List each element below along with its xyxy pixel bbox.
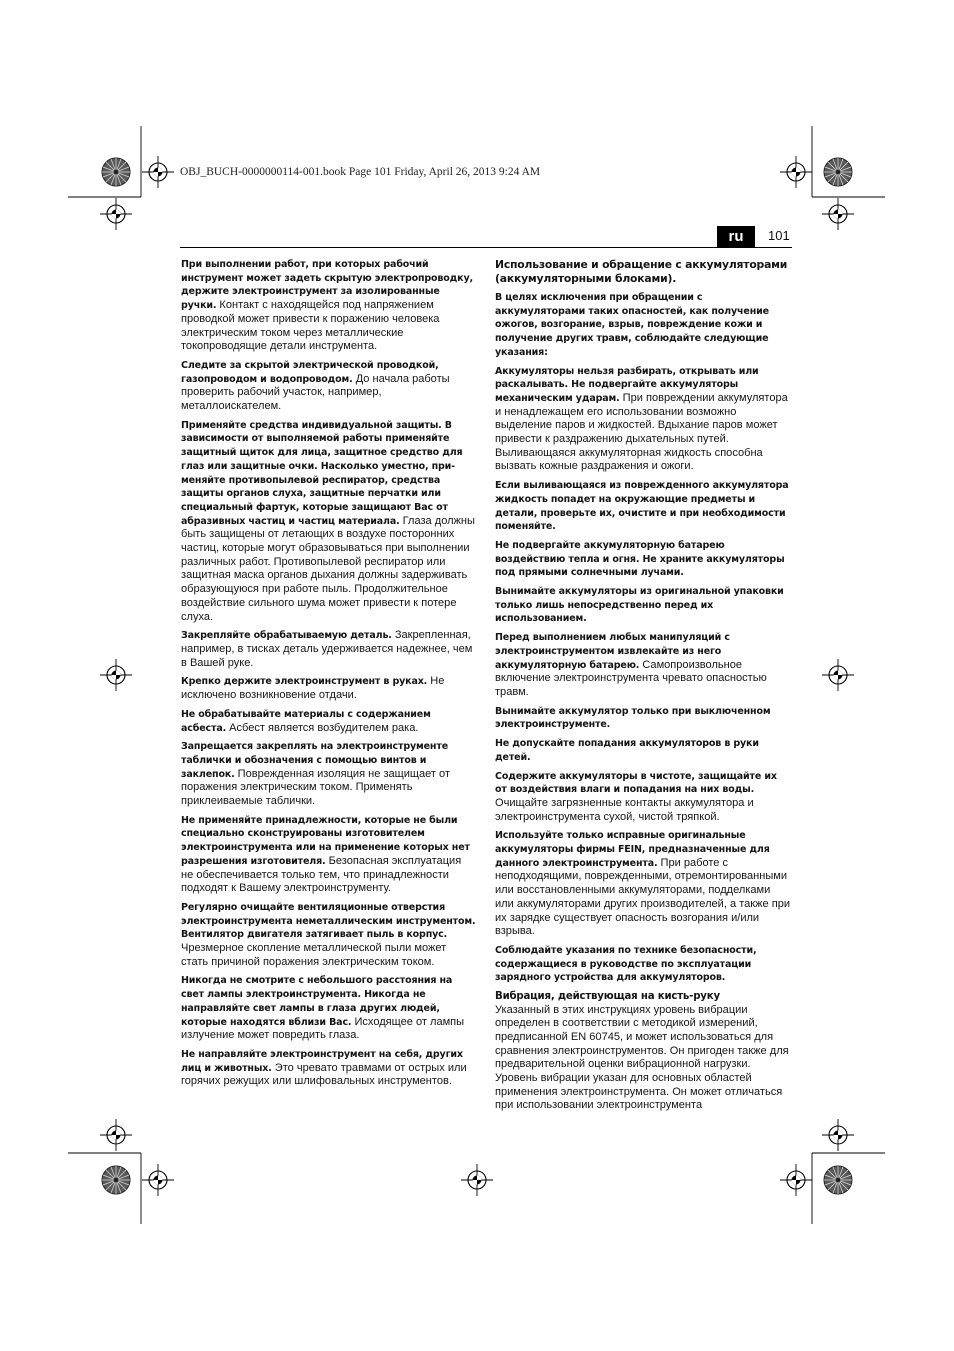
battery-paragraph: Вынимайте аккумуляторы из оригинальной упаковки только лишь непосредственно перед их использованием. bbox=[495, 586, 784, 625]
battery-paragraph: Не подвергайте аккумуляторную батарею воздействию тепла и огня. Не храните аккумуляторы под прямыми солнечными лучами. bbox=[495, 539, 785, 579]
header-rule bbox=[180, 247, 792, 248]
battery-paragraph: Вынимайте аккумулятор только при выключенном электроинструменте. bbox=[495, 705, 771, 731]
safety-paragraph: Не применяйте принадлежности, которые не были специально сконструированы изготовителем электроинструмента или на применение которых нет разрешения изготовителя. Безопасная эксплуатация не обеспечивается только тем, что принадлежности подходят к Вашему электроинструменту. bbox=[181, 814, 470, 895]
safety-paragraph: Следите за скрытой электрической проводкой, газопроводом и водопроводом. До начала работы проверить рабочий участок, например, металлоискателем. bbox=[181, 359, 450, 413]
safety-paragraph: Применяйте средства индивидуальной защиты. В зависимости от выполняемой работы применяйте защитный щиток для лица, защитное средство для глаз или защитные очки. Насколько уместно, при-меняйте противопылевой респиратор, средства защиты органов слуха, защитные перчатки или специальный фартук, которые защищают Вас от абразивных частиц и частиц материала. Глаза должны быть защищены от летающих в воздухе посторонних частиц, которые могут образовываться при выполнении различных работ. Противопылевой респиратор или защитная маска органов дыхания должны задерживать образующуюся при работе пыль. Продолжительное воздействие сильного шума может привести к потере слуха. bbox=[181, 419, 475, 623]
vibration-paragraph: Указанный в этих инструкциях уровень вибрации определен в соответствии с методикой измерений, предписанной EN 60745, и может использоваться для сравнения электроинструментов. Он пригоден также для предварительной оценки вибрационной нагрузки. bbox=[495, 1003, 789, 1071]
safety-paragraph: Никогда не смотрите с небольшого расстояния на свет лампы электроинструмента. Никогда не направляйте свет лампы в глаза других людей, которые находятся вблизи Вас. Исходящее от лампы излучение может повредить глаза. bbox=[181, 975, 465, 1042]
page-number: 101 bbox=[768, 228, 790, 243]
safety-paragraph: Запрещается закреплять на электроинструменте таблички и обозначения с помощью винтов и заклепок. Поврежденная изоляция не защищает от поражения электрическим током. Применять приклеиваемые таблички. bbox=[181, 741, 451, 808]
battery-paragraph: Не допускайте попадания аккумуляторов в руки детей. bbox=[495, 738, 759, 763]
battery-section-heading: Использование и обращение с аккумуляторами (аккумуляторными блоками). bbox=[495, 258, 788, 285]
battery-paragraph: Содержите аккумуляторы в чистоте, защищайте их от воздействия влаги и попадания на них воды. Очищайте загрязненные контакты аккумулятора и электроинструмента сухой, чистой тряпкой. bbox=[495, 770, 777, 823]
book-file-header: OBJ_BUCH-0000000114-001.book Page 101 Friday, April 26, 2013 9:24 AM bbox=[180, 166, 541, 178]
battery-paragraph: Если выливающаяся из поврежденного аккумулятора жидкость попадет на окружающие предметы и детали, проверьте их, очистите и при необходимости поменяйте. bbox=[495, 480, 789, 533]
battery-paragraph: Соблюдайте указания по технике безопасности, содержащиеся в руководстве по эксплуатации зарядного устройства для аккумуляторов. bbox=[495, 944, 757, 984]
battery-paragraph: Используйте только исправные оригинальные аккумуляторы фирмы FEIN, предназначенные для данного электроинструмента. При работе с неподходящими, поврежденными, отремонтированными или восстановленными аккумуляторами, подделками или аккумуляторами других производителей, а также при их зарядке существует опасность возгорания и/или взрыва. bbox=[495, 830, 791, 938]
right-column bbox=[495, 258, 791, 1113]
language-badge: ru bbox=[717, 226, 755, 247]
safety-paragraph: Не направляйте электроинструмент на себя, других лиц и животных. Это чревато травмами от острых или горячих режущих или шлифовальных инструментов. bbox=[181, 1048, 467, 1088]
battery-paragraph: В целях исключения при обращении с аккумуляторами таких опасностей, как получение ожогов, возгорание, взрыв, повреждение кожи и получение других травм, соблюдайте следующие указания: bbox=[495, 292, 769, 358]
vibration-section-heading: Вибрация, действующая на кисть-руку bbox=[495, 991, 720, 1003]
safety-paragraph: Крепко держите электроинструмент в руках. Не исключено возникновение отдачи. bbox=[181, 675, 445, 702]
vibration-paragraph: Уровень вибрации указан для основных областей применения электроинструмента. Он может отличаться при использовании электроинструмента bbox=[495, 1072, 783, 1112]
safety-paragraph: Закрепляйте обрабатываемую деталь. Закрепленная, например, в тисках деталь удерживается надежнее, чем в Вашей руке. bbox=[181, 629, 473, 669]
safety-paragraph: При выполнении работ, при которых рабочий инструмент может задеть скрытую электропроводку, держите электроинструмент за изолированные ручки. Контакт с находящейся под напряжением проводкой может привести к поражению человека электрическим током через металлические токопроводящие детали инструмента. bbox=[181, 259, 473, 353]
battery-paragraph: Аккумуляторы нельзя разбирать, открывать или раскалывать. Не подвергайте аккумуляторы механическим ударам. При повреждении аккумулятора и ненадлежащем его использовании возможно выделение паров и жидкостей. Вдыхание паров может привести к раздражению дыхательных путей. Выливающаяся аккумуляторная жидкость способна вызвать кожные раздражения и ожоги. bbox=[495, 365, 788, 473]
left-column bbox=[181, 258, 476, 1094]
battery-paragraph: Перед выполнением любых манипуляций с электроинструментом извлекайте из него аккумуляторную батарею. Самопроизвольное включение электроинструмента чревато опасностью травм. bbox=[495, 632, 767, 698]
safety-paragraph: Не обрабатывайте материалы с содержанием асбеста. Асбест является возбудителем рака. bbox=[181, 708, 431, 734]
safety-paragraph: Регулярно очищайте вентиляционные отверстия электроинструмента неметаллическим инструментом. Вентилятор двигателя затягивает пыль в корпус. Чрезмерное скопление металлической пыли может стать причиной поражения электрическим током. bbox=[181, 901, 476, 968]
